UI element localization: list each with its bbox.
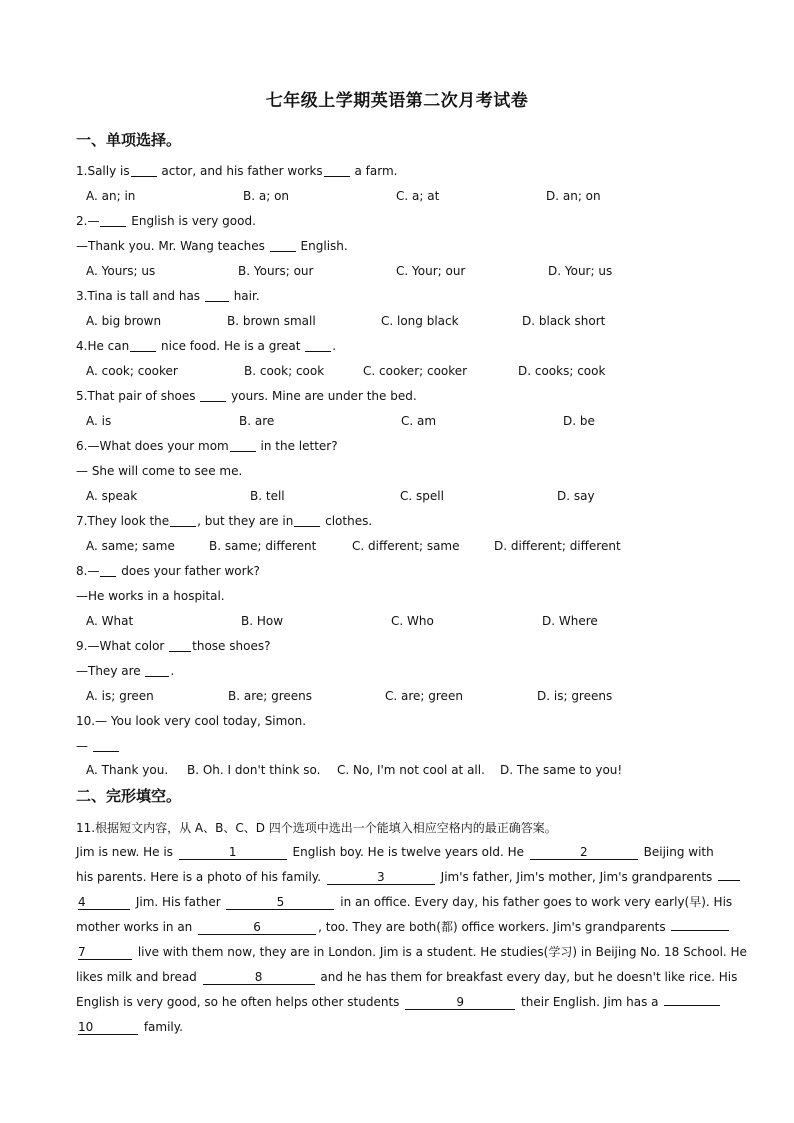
option-a[interactable]: A. same; same — [86, 539, 175, 553]
option-d[interactable]: D. is; greens — [537, 689, 613, 703]
question-1 — [76, 163, 397, 179]
question-5-options — [86, 413, 646, 429]
question-4-options — [86, 363, 646, 379]
option-d[interactable]: D. say — [557, 489, 595, 503]
option-d[interactable]: D. The same to you! — [500, 763, 623, 777]
passage-line — [76, 940, 747, 965]
passage-line — [76, 965, 737, 990]
passage-line — [76, 890, 732, 915]
option-d[interactable]: D. an; on — [546, 189, 601, 203]
cloze-passage — [76, 840, 747, 1040]
option-b[interactable]: B. brown small — [227, 314, 316, 328]
passage-text: English is very good, so he often helps other students — [76, 995, 404, 1009]
cloze-blank-4[interactable]: 4 — [78, 895, 130, 910]
option-c[interactable]: C. cooker; cooker — [363, 364, 468, 378]
option-a[interactable]: A. is — [86, 414, 112, 428]
passage-text: , too. They are both(都) office workers. Jim's grandparents — [318, 920, 670, 934]
cloze-blank-10-start[interactable] — [664, 1005, 720, 1006]
cloze-blank-3[interactable]: 3 — [327, 870, 435, 885]
answer-blank[interactable] — [205, 289, 229, 302]
answer-blank[interactable] — [169, 639, 191, 652]
question-2-reply — [76, 238, 348, 254]
question-text: a farm. — [350, 164, 398, 178]
question-text: clothes. — [321, 514, 373, 528]
question-text: English is very good. — [127, 214, 256, 228]
question-text: . — [332, 339, 337, 353]
cloze-blank-6[interactable]: 6 — [198, 920, 316, 935]
question-7 — [76, 513, 372, 529]
question-text: 9.—What color — [76, 639, 169, 653]
option-c[interactable]: C. long black — [381, 314, 459, 328]
cloze-blank-7[interactable]: 7 — [78, 945, 132, 960]
option-b[interactable]: B. a; on — [243, 189, 290, 203]
question-text: actor, and his father works — [157, 164, 323, 178]
option-a[interactable]: A. What — [86, 614, 134, 628]
question-1-options — [86, 188, 646, 204]
question-text: — — [76, 739, 88, 753]
option-d[interactable]: D. black short — [522, 314, 606, 328]
passage-text: English boy. He is twelve years old. He — [288, 845, 528, 859]
option-b[interactable]: B. How — [241, 614, 284, 628]
question-7-options — [86, 538, 646, 554]
passage-text: Jim is new. He is — [76, 845, 177, 859]
passage-text: his parents. Here is a photo of his family. — [76, 870, 325, 884]
cloze-blank-10[interactable]: 10 — [78, 1020, 138, 1035]
question-10: 10.— You look very cool today, Simon. — [76, 714, 307, 728]
option-a[interactable]: A. Thank you. — [86, 763, 169, 777]
option-c[interactable]: C. spell — [400, 489, 444, 503]
question-9 — [76, 638, 270, 654]
question-text: 2.— — [76, 214, 100, 228]
option-a[interactable]: A. speak — [86, 489, 138, 503]
option-d[interactable]: D. cooks; cook — [518, 364, 606, 378]
option-d[interactable]: D. Where — [542, 614, 598, 628]
question-text: 8.— — [76, 564, 100, 578]
passage-text: Jim. His father — [132, 895, 225, 909]
question-2 — [76, 213, 256, 229]
cloze-blank-4-start[interactable] — [718, 880, 740, 881]
question-4 — [76, 338, 336, 354]
question-3-options — [86, 313, 646, 329]
question-text: yours. Mine are under the bed. — [227, 389, 417, 403]
question-text: 7.They look the — [76, 514, 170, 528]
answer-blank[interactable] — [305, 339, 331, 352]
question-text: in the letter? — [256, 439, 338, 453]
option-b[interactable]: B. tell — [250, 489, 285, 503]
answer-blank[interactable] — [131, 164, 157, 177]
question-6 — [76, 438, 338, 454]
question-text: those shoes? — [192, 639, 271, 653]
question-text: , but they are in — [197, 514, 294, 528]
option-c[interactable]: C. a; at — [396, 189, 440, 203]
option-c[interactable]: C. are; green — [385, 689, 463, 703]
cloze-blank-1[interactable]: 1 — [179, 845, 287, 860]
question-11-instructions: 11.根据短文内容，从 A、B、C、D 四个选项中选出一个能填入相应空格内的最正确答案。 — [76, 821, 557, 835]
answer-blank[interactable] — [145, 664, 169, 677]
question-9-options — [86, 688, 646, 704]
question-text: 3.Tina is tall and has — [76, 289, 204, 303]
page-title: 七年级上学期英语第二次月考试卷 — [265, 91, 529, 111]
question-text: —Thank you. Mr. Wang teaches — [76, 239, 269, 253]
option-d[interactable]: D. different; different — [494, 539, 621, 553]
option-b[interactable]: B. Yours; our — [238, 264, 314, 278]
section-heading-cloze: 二、完形填空。 — [76, 787, 182, 805]
question-3 — [76, 288, 260, 304]
cloze-blank-5[interactable]: 5 — [226, 895, 334, 910]
passage-text: their English. Jim has a — [517, 995, 663, 1009]
cloze-blank-8[interactable]: 8 — [203, 970, 315, 985]
option-b[interactable]: B. cook; cook — [244, 364, 325, 378]
option-a[interactable]: A. big brown — [86, 314, 162, 328]
question-8 — [76, 563, 260, 579]
answer-blank[interactable] — [170, 514, 196, 527]
passage-text: likes milk and bread — [76, 970, 201, 984]
option-a[interactable]: A. an; in — [86, 189, 136, 203]
option-d[interactable]: D. Your; us — [548, 264, 613, 278]
question-10-options — [86, 762, 646, 778]
option-d[interactable]: D. be — [563, 414, 595, 428]
question-2-options — [86, 263, 646, 279]
passage-text: live with them now, they are in London. Jim is a student. He studies(学习) in Beijing No. 18 School. He — [134, 945, 747, 959]
question-text: —They are — [76, 664, 145, 678]
option-c[interactable]: C. different; same — [352, 539, 460, 553]
option-b[interactable]: B. same; different — [209, 539, 317, 553]
question-8-reply: —He works in a hospital. — [76, 589, 225, 603]
question-10-reply — [76, 738, 120, 754]
answer-blank[interactable] — [294, 514, 320, 527]
passage-line — [76, 990, 722, 1015]
answer-blank[interactable] — [93, 739, 119, 752]
cloze-blank-7-start[interactable] — [671, 930, 729, 931]
question-text: hair. — [229, 289, 260, 303]
option-c[interactable]: C. Who — [391, 614, 434, 628]
answer-blank[interactable] — [100, 564, 116, 577]
option-c[interactable]: C. am — [401, 414, 437, 428]
passage-text: and he has them for breakfast every day, but he doesn't like rice. His — [316, 970, 738, 984]
question-text: 6.—What does your mom — [76, 439, 229, 453]
answer-blank[interactable] — [200, 389, 226, 402]
option-b[interactable]: B. are — [239, 414, 275, 428]
passage-text: in an office. Every day, his father goes to work very early(早). His — [336, 895, 733, 909]
question-5 — [76, 388, 417, 404]
section-heading-multiple-choice: 一、单项选择。 — [76, 131, 182, 149]
cloze-blank-9[interactable]: 9 — [405, 995, 515, 1010]
question-6-reply: — She will come to see me. — [76, 464, 243, 478]
answer-blank[interactable] — [270, 239, 296, 252]
answer-blank[interactable] — [324, 164, 350, 177]
question-text: nice food. He is a great — [157, 339, 305, 353]
question-text: 1.Sally is — [76, 164, 130, 178]
passage-line — [76, 915, 731, 940]
option-c[interactable]: C. Your; our — [396, 264, 466, 278]
question-8-options — [86, 613, 646, 629]
passage-text: Jim's father, Jim's mother, Jim's grandparents — [436, 870, 717, 884]
answer-blank[interactable] — [100, 214, 126, 227]
question-text: . — [170, 664, 175, 678]
question-text: 5.That pair of shoes — [76, 389, 200, 403]
question-6-options — [86, 488, 646, 504]
option-a[interactable]: A. is; green — [86, 689, 154, 703]
answer-blank[interactable] — [230, 439, 256, 452]
passage-text: family. — [140, 1020, 183, 1034]
option-a[interactable]: A. cook; cooker — [86, 364, 178, 378]
question-9-reply — [76, 663, 174, 679]
question-text: 4.He can — [76, 339, 130, 353]
question-text: does your father work? — [117, 564, 260, 578]
passage-line — [76, 865, 742, 890]
option-b[interactable]: B. are; greens — [228, 689, 313, 703]
passage-text: mother works in an — [76, 920, 197, 934]
cloze-blank-2[interactable]: 2 — [530, 845, 638, 860]
option-a[interactable]: A. Yours; us — [86, 264, 156, 278]
option-c[interactable]: C. No, I'm not cool at all. — [337, 763, 485, 777]
answer-blank[interactable] — [130, 339, 156, 352]
passage-line — [76, 1015, 183, 1040]
passage-text: Beijing with — [639, 845, 714, 859]
passage-line — [76, 840, 714, 865]
question-text: English. — [296, 239, 348, 253]
option-b[interactable]: B. Oh. I don't think so. — [187, 763, 321, 777]
